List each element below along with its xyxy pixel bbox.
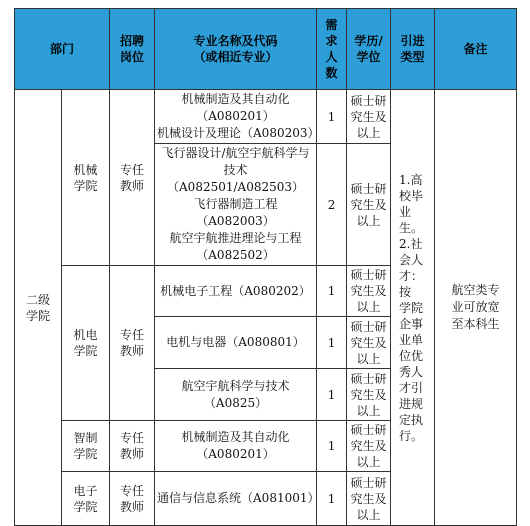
major-cell: 航空宇航科学与技术（A0825） [155, 369, 317, 421]
num-cell: 1 [317, 317, 347, 369]
num-cell: 1 [317, 266, 347, 317]
college-cell: 电子 学院 [62, 472, 110, 526]
edu-cell: 硕士研 究生及 以上 [347, 369, 391, 421]
edu-cell: 硕士研 究生及 以上 [347, 421, 391, 472]
post-cell: 专任 教师 [110, 421, 155, 472]
note-cell: 航空类专 业可放宽 至本科生 [435, 90, 517, 526]
header-type: 引进 类型 [391, 9, 435, 90]
num-cell: 1 [317, 369, 347, 421]
edu-cell: 硕士研 究生及 以上 [347, 144, 391, 266]
college-cell: 机电 学院 [62, 266, 110, 421]
recruitment-table [14, 8, 517, 526]
num-cell: 2 [317, 144, 347, 266]
post-cell: 专任 教师 [110, 90, 155, 266]
major-cell: 机械制造及其自动化 （A080201） [155, 421, 317, 472]
post-cell: 专任 教师 [110, 266, 155, 421]
edu-cell: 硕士研 究生及 以上 [347, 317, 391, 369]
table-row [15, 90, 517, 144]
edu-cell: 硕士研 究生及 以上 [347, 472, 391, 526]
header-note: 备注 [435, 9, 517, 90]
num-cell: 1 [317, 472, 347, 526]
major-cell: 机械电子工程（A080202） [155, 266, 317, 317]
major-cell: 飞行器设计/航空宇航科学与 技术（A082501/A082503） 飞行器制造工程（A082003） 航空宇航推进理论与工程 （A082502） [155, 144, 317, 266]
header-row [15, 9, 517, 90]
major-cell: 通信与信息系统（A081001） [155, 472, 317, 526]
header-post: 招聘 岗位 [110, 9, 155, 90]
header-num: 需 求 人 数 [317, 9, 347, 90]
dept-level-cell: 二级 学院 [15, 90, 62, 526]
major-cell: 机械制造及其自动化 （A080201） 机械设计及理论（A080203） [155, 90, 317, 144]
num-cell: 1 [317, 90, 347, 144]
intro-type-cell: 1.高 校毕 业生。 2.社 会人 才：按 学院 企事 业单 位优 秀人 才引 进规 定执 行。 [391, 90, 435, 526]
num-cell: 1 [317, 421, 347, 472]
post-cell: 专任 教师 [110, 472, 155, 526]
header-major: 专业名称及代码 （或相近专业） [155, 9, 317, 90]
college-cell: 机械 学院 [62, 90, 110, 266]
header-dept: 部门 [15, 9, 110, 90]
major-cell: 电机与电器（A080801） [155, 317, 317, 369]
college-cell: 智制 学院 [62, 421, 110, 472]
header-edu: 学历/ 学位 [347, 9, 391, 90]
edu-cell: 硕士研 究生及 以上 [347, 266, 391, 317]
edu-cell: 硕士研 究生及 以上 [347, 90, 391, 144]
